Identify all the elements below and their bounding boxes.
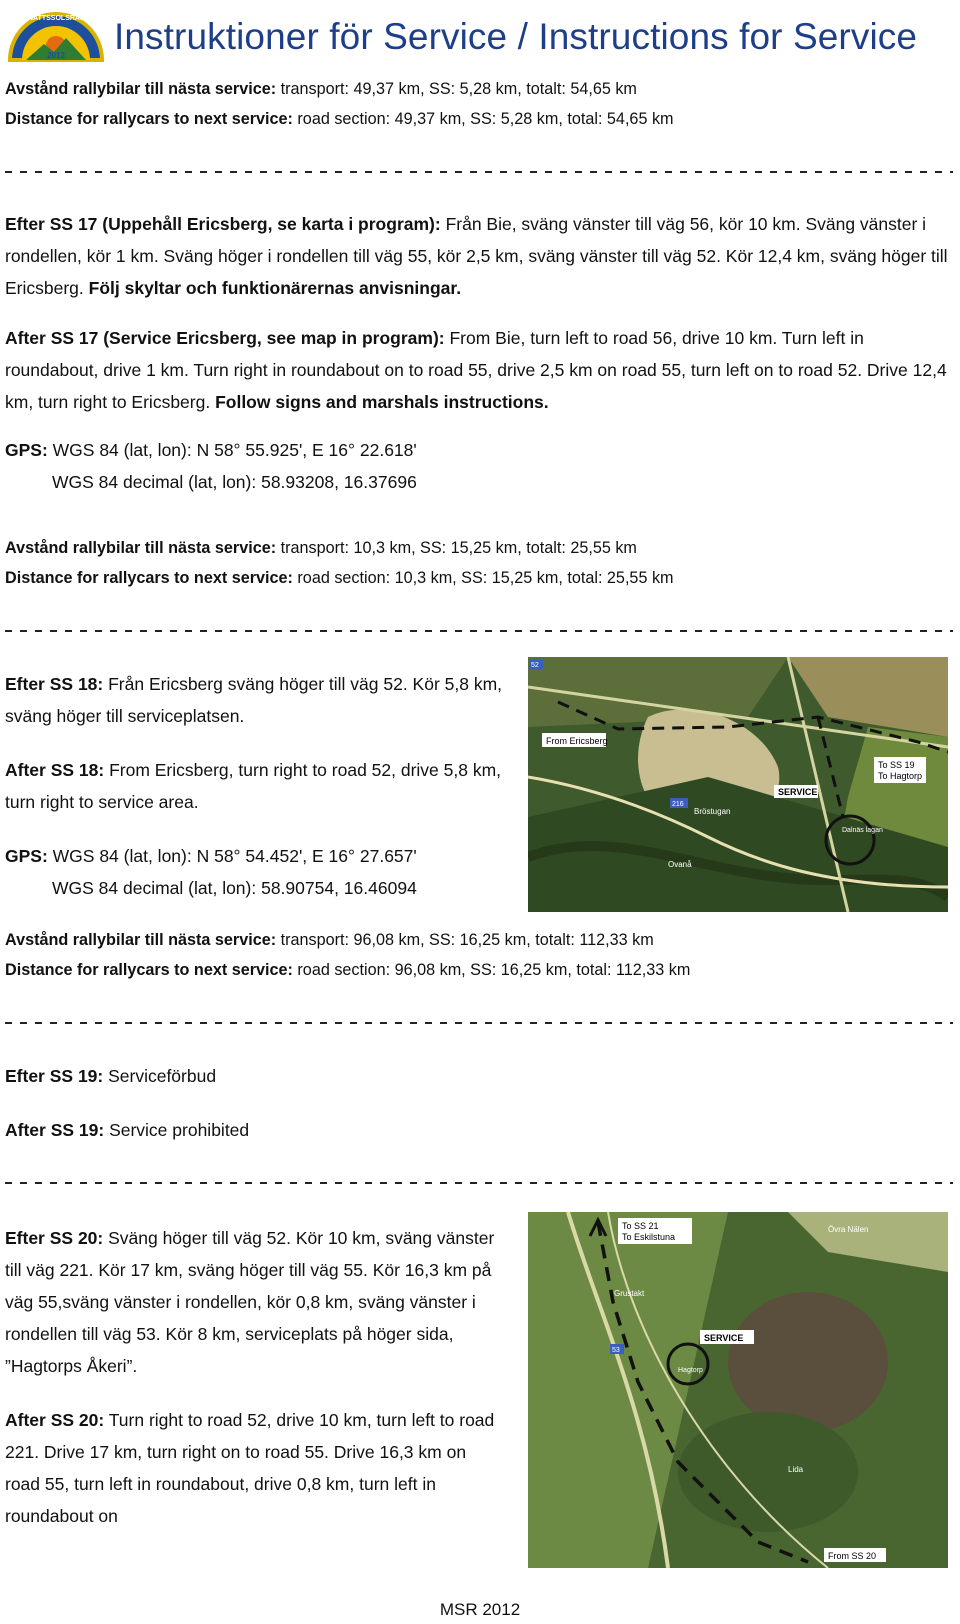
distance-block-2 bbox=[5, 533, 945, 593]
distance-en-line bbox=[5, 955, 945, 985]
distance-en-value: road section: 49,37 km, SS: 5,28 km, total: 54,65 km bbox=[292, 110, 674, 128]
ss20-sv-label: Efter SS 20: bbox=[5, 1228, 104, 1248]
distance-sv-line bbox=[5, 74, 945, 104]
page-footer: MSR 2012 bbox=[439, 1600, 521, 1619]
ss17-sv-paragraph bbox=[5, 208, 953, 304]
ss19-sv-text: Serviceförbud bbox=[103, 1066, 217, 1086]
ss20-en-label: After SS 20: bbox=[5, 1410, 105, 1430]
rally-logo bbox=[6, 6, 106, 62]
map-label-to-2: To Hagtorp bbox=[878, 771, 923, 781]
map-road-216: 216 bbox=[672, 801, 684, 808]
ss19-en-label: After SS 19: bbox=[5, 1120, 105, 1140]
map-label-to-1: To SS 21 bbox=[622, 1221, 659, 1231]
distance-sv-value: transport: 10,3 km, SS: 15,25 km, totalt: 25,55 km bbox=[276, 539, 637, 557]
ss20-en-paragraph bbox=[5, 1404, 505, 1532]
distance-sv-label: Avstånd rallybilar till nästa service: bbox=[5, 931, 277, 949]
map-label-to-2: To Eskilstuna bbox=[622, 1232, 676, 1242]
map-label-from: From SS 20 bbox=[828, 1551, 877, 1561]
ss18-service-map bbox=[528, 657, 948, 912]
distance-sv-label: Avstånd rallybilar till nästa service: bbox=[5, 80, 277, 98]
ss19-en-line bbox=[5, 1114, 945, 1146]
gps-line2: WGS 84 decimal (lat, lon): 58.93208, 16.37696 bbox=[52, 472, 417, 492]
page-title: Instruktioner för Service / Instructions for Service bbox=[114, 16, 918, 57]
distance-en-value: road section: 96,08 km, SS: 16,25 km, total: 112,33 km bbox=[292, 961, 691, 979]
ss20-block bbox=[5, 1222, 505, 1532]
ss18-en-text: From Ericsberg, turn right to road 52, drive 5,8 km, turn right to service area. bbox=[5, 760, 502, 812]
dashed-divider bbox=[5, 630, 953, 632]
dashed-divider bbox=[5, 1182, 953, 1184]
page-header bbox=[4, 6, 956, 66]
distance-block-1 bbox=[5, 74, 945, 134]
ss17-block bbox=[5, 208, 953, 498]
ss17-en-bold-end: Follow signs and marshals instructions. bbox=[215, 392, 549, 412]
distance-en-label: Distance for rallycars to next service: bbox=[5, 569, 293, 587]
ss20-sv-text: Sväng höger till väg 52. Kör 10 km, sväng vänster till väg 221. Kör 17 km, sväng höger till väg 55. Kör 16,3 km på väg 55,sväng vänster i rondellen, kör 0,8 km, sväng vänster i rondellen till väg 53. Kör 8 km, serviceplats på höger sida, ”Hagtorps Åkeri”. bbox=[5, 1228, 495, 1376]
map-place-3: Dalnäs lagan bbox=[842, 827, 883, 834]
dashed-divider bbox=[5, 171, 953, 173]
map-road-53: 53 bbox=[612, 1347, 620, 1354]
distance-en-label: Distance for rallycars to next service: bbox=[5, 961, 293, 979]
distance-en-value: road section: 10,3 km, SS: 15,25 km, total: 25,55 km bbox=[292, 569, 674, 587]
ss19-sv-line bbox=[5, 1060, 945, 1092]
map-label-to-1: To SS 19 bbox=[878, 760, 915, 770]
gps-line1: WGS 84 (lat, lon): N 58° 55.925', E 16° 22.618' bbox=[47, 440, 417, 460]
ss17-gps bbox=[5, 434, 953, 498]
ss17-sv-bold-end: Följ skyltar och funktionärernas anvisningar. bbox=[88, 278, 462, 298]
distance-en-line bbox=[5, 104, 945, 134]
distance-sv-value: transport: 49,37 km, SS: 5,28 km, totalt: 54,65 km bbox=[276, 80, 637, 98]
distance-sv-line bbox=[5, 925, 945, 955]
distance-sv-value: transport: 96,08 km, SS: 16,25 km, totalt: 112,33 km bbox=[276, 931, 654, 949]
ss17-en-label: After SS 17 (Service Ericsberg, see map in program): bbox=[5, 328, 445, 348]
ss18-sv-text: Från Ericsberg sväng höger till väg 52. Kör 5,8 km, sväng höger till serviceplatsen. bbox=[5, 674, 503, 726]
ss20-service-map bbox=[528, 1212, 948, 1568]
ss17-sv-label: Efter SS 17 (Uppehåll Ericsberg, se karta i program): bbox=[5, 214, 441, 234]
ss19-sv-label: Efter SS 19: bbox=[5, 1066, 104, 1086]
map-place-3: Hagtorp bbox=[678, 1367, 703, 1374]
ss19-block bbox=[5, 1060, 945, 1146]
distance-block-3 bbox=[5, 925, 945, 985]
gps-label: GPS: bbox=[5, 440, 48, 460]
logo-year: 2012 bbox=[47, 51, 65, 60]
ss18-sv-paragraph bbox=[5, 668, 505, 732]
ss18-en-paragraph bbox=[5, 754, 505, 818]
map-place-4: Lida bbox=[788, 1465, 804, 1474]
ss18-en-label: After SS 18: bbox=[5, 760, 105, 780]
ss17-sv-text: Från Bie, sväng vänster till väg 56, kör 10 km. Sväng vänster i rondellen, kör 1 km. Sväng höger i rondellen till väg 55, kör 2,5 km, sväng vänster till väg 52. Kör 12,4 km, sväng höger till Ericsberg. bbox=[5, 214, 948, 298]
map-place-1: Övra Nälen bbox=[828, 1225, 869, 1234]
ss17-en-paragraph bbox=[5, 322, 953, 418]
distance-sv-line bbox=[5, 533, 945, 563]
map-label-service: SERVICE bbox=[704, 1333, 744, 1343]
gps-line2: WGS 84 decimal (lat, lon): 58.90754, 16.46094 bbox=[52, 878, 417, 898]
logo-text: MIDNATTSSOLSRALLYT bbox=[15, 15, 97, 22]
ss19-en-text: Service prohibited bbox=[104, 1120, 250, 1140]
ss18-sv-label: Efter SS 18: bbox=[5, 674, 104, 694]
dashed-divider bbox=[5, 1022, 953, 1024]
map-place-1: Bröstugan bbox=[694, 807, 731, 816]
gps-label: GPS: bbox=[5, 846, 48, 866]
gps-line1: WGS 84 (lat, lon): N 58° 54.452', E 16° 27.657' bbox=[47, 846, 417, 866]
map-label-service: SERVICE bbox=[778, 787, 818, 797]
ss18-gps bbox=[5, 840, 505, 904]
map-road-52: 52 bbox=[531, 662, 539, 669]
ss20-sv-paragraph bbox=[5, 1222, 505, 1382]
map-place-2: Grustakt bbox=[614, 1289, 645, 1298]
ss20-en-text: Turn right to road 52, drive 10 km, turn left to road 221. Drive 17 km, turn right on to road 55. Drive 16,3 km on road 55, turn left in roundabout, drive 0,8 km, turn left in roundabout on bbox=[5, 1410, 495, 1526]
distance-en-line bbox=[5, 563, 945, 593]
map-label-from: From Ericsberg bbox=[546, 736, 608, 746]
distance-en-label: Distance for rallycars to next service: bbox=[5, 110, 293, 128]
distance-sv-label: Avstånd rallybilar till nästa service: bbox=[5, 539, 277, 557]
ss18-block bbox=[5, 668, 505, 904]
ss17-en-text: From Bie, turn left to road 56, drive 10 km. Turn left in roundabout, drive 1 km. Turn right in roundabout on to road 55, drive 2,5 km on road 55, turn left on to road 52. Drive 12,4 km, turn right to Ericsberg. bbox=[5, 328, 947, 412]
map-place-2: Ovanå bbox=[668, 860, 692, 869]
